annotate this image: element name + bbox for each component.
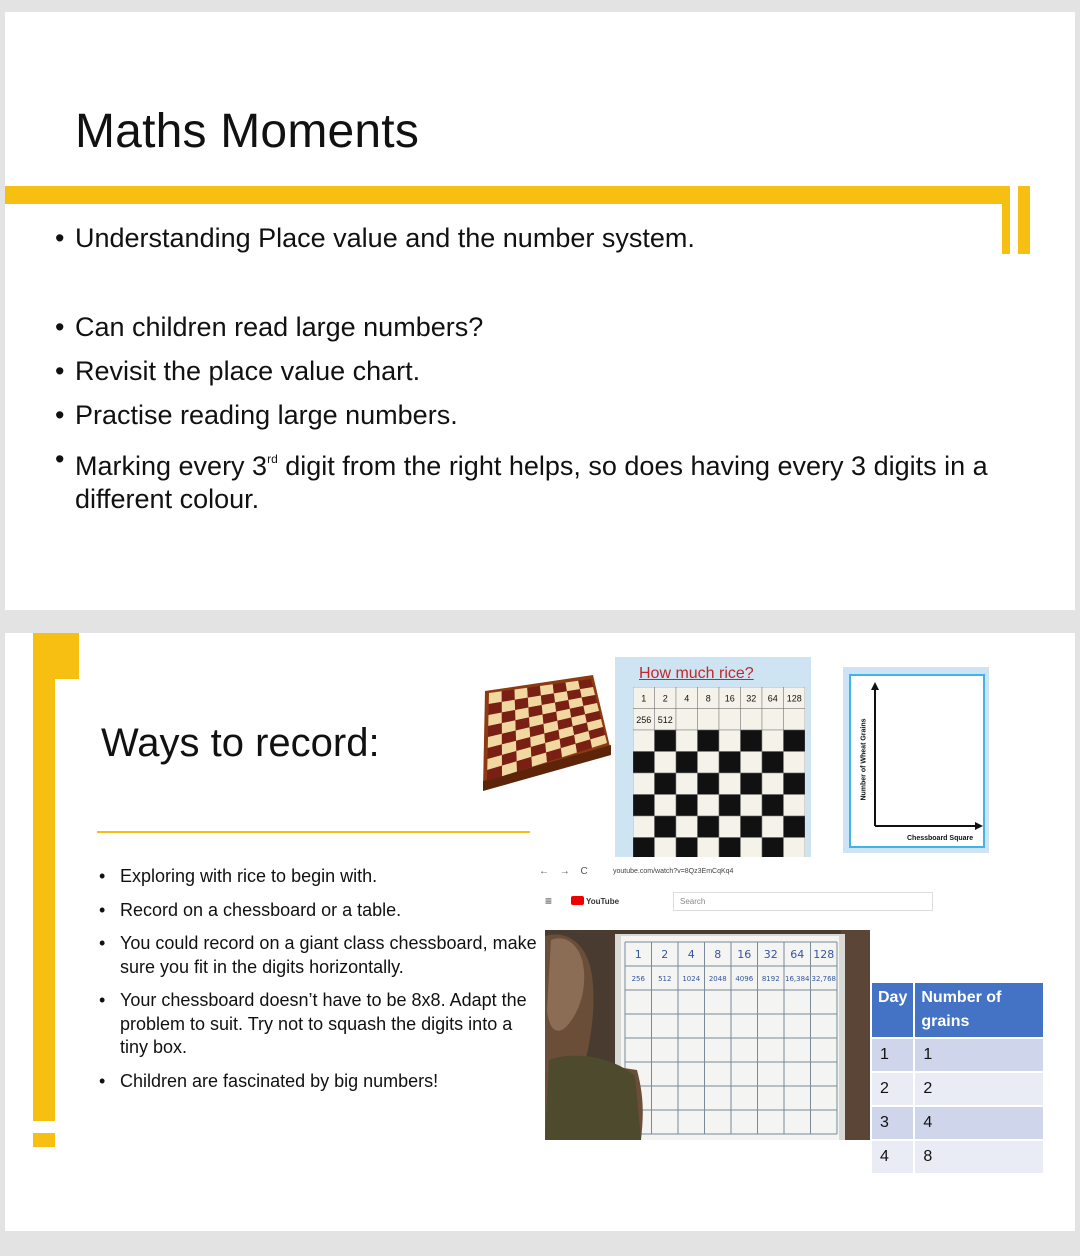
table-cell: 1 [914,1038,1044,1072]
bullet-list [55,222,1015,255]
table-row [872,1106,1044,1140]
graph-image [843,667,989,853]
whiteboard-image [545,930,870,1140]
column-header: Day [872,983,914,1038]
bullet-item [55,443,1015,516]
rice-label: 128 [786,693,802,704]
whiteboard-number: 2 [661,948,669,961]
whiteboard-number: 8192 [761,975,780,983]
accent-bar [5,186,1008,204]
rice-label: 512 [657,715,673,726]
whiteboard-number: 16 [737,948,752,961]
rice-label: 4 [684,693,690,704]
browser-address-bar [535,863,925,891]
rice-board-grid [633,687,805,857]
bullet-item: • Record on a chessboard or a table. [99,899,539,923]
whiteboard-number: 1 [634,948,642,961]
whiteboard-number: 128 [813,948,835,961]
whiteboard-number: 2048 [708,975,727,983]
slide-ways-to-record [5,633,1075,1231]
whiteboard-number: 64 [790,948,805,961]
whiteboard-number: 4096 [735,975,754,983]
rice-label: 16 [724,693,735,704]
rice-label: 64 [767,693,778,704]
column-header: Number of grains [914,983,1044,1038]
rice-label: 1 [641,693,647,704]
youtube-search-field: Search [673,892,933,911]
table-cell: 3 [872,1106,914,1140]
whiteboard-number: 32 [763,948,778,961]
ordinal-suffix: rd [267,452,278,466]
rice-label: 256 [636,715,652,726]
rice-label: 8 [705,693,711,704]
youtube-logo: YouTube [571,896,619,906]
bullet-item: • Your chessboard doesn’t have to be 8x8. Adapt the problem to suit. Try not to squash the digits into a tiny box. [99,989,539,1060]
rice-chessboard-image [615,657,811,857]
table-row [872,1140,1044,1173]
table-cell: 4 [872,1140,914,1173]
table-cell: 8 [914,1140,1044,1173]
browser-nav-icons: ← → C [539,866,592,877]
whiteboard-number: 256 [631,975,645,983]
table-header-row [872,983,1044,1038]
menu-icon: ≡ [545,894,553,908]
table-row [872,1072,1044,1106]
whiteboard-number: 32,768 [811,975,836,983]
rice-label: 32 [746,693,757,704]
video-url: youtube.com/watch?v=8Qz3EmCqKq4 [613,868,734,875]
slide-title: Ways to record: [101,721,380,765]
slide-title: Maths Moments [75,105,420,158]
youtube-header [535,891,925,913]
accent-block [33,633,79,679]
accent-dot [33,1133,55,1147]
whiteboard-number: 8 [714,948,722,961]
bullet-item: • Can children read large numbers? [55,311,1015,344]
table-cell: 1 [872,1038,914,1072]
graph-y-label: Number of Wheat Grains [860,718,868,801]
bullet-item: • Revisit the place value chart. [55,355,1015,388]
rice-title: How much rice? [639,665,754,682]
grains-table [872,983,1045,1173]
graph-axes [851,676,983,846]
bullet-item: • Exploring with rice to begin with. [99,865,539,889]
title-underline [97,831,530,833]
bullet-list [99,865,539,1103]
chessboard-image [475,671,615,791]
bullet-text: Marking every 3 [75,451,268,481]
graph-x-label: Chessboard Square [907,835,974,842]
table-row [872,1038,1044,1072]
rice-board [633,687,805,857]
bullet-item: • You could record on a giant class chessboard, make sure you fit in the digits horizontally. [99,932,539,979]
graph-frame [849,674,985,848]
whiteboard-number: 4 [687,948,695,961]
video-frame [545,930,870,1140]
table-cell: 4 [914,1106,1044,1140]
bullet-list [55,311,1015,516]
slide-maths-moments [5,12,1075,610]
table-cell: 2 [872,1072,914,1106]
accent-bar-end [1018,186,1030,254]
bullet-text: digit from the right helps, so does having every 3 digits in a different colour. [75,451,988,514]
table-cell: 2 [914,1072,1044,1106]
bullet-item: • Practise reading large numbers. [55,399,1015,432]
whiteboard-number: 512 [658,975,672,983]
whiteboard-number: 16,384 [785,975,810,983]
accent-bar-vertical [33,633,55,1121]
whiteboard-number: 1024 [682,975,701,983]
bullet-item: • Children are fascinated by big numbers! [99,1070,539,1094]
rice-label: 2 [662,693,668,704]
bullet-item: • Understanding Place value and the number system. [55,222,1015,255]
